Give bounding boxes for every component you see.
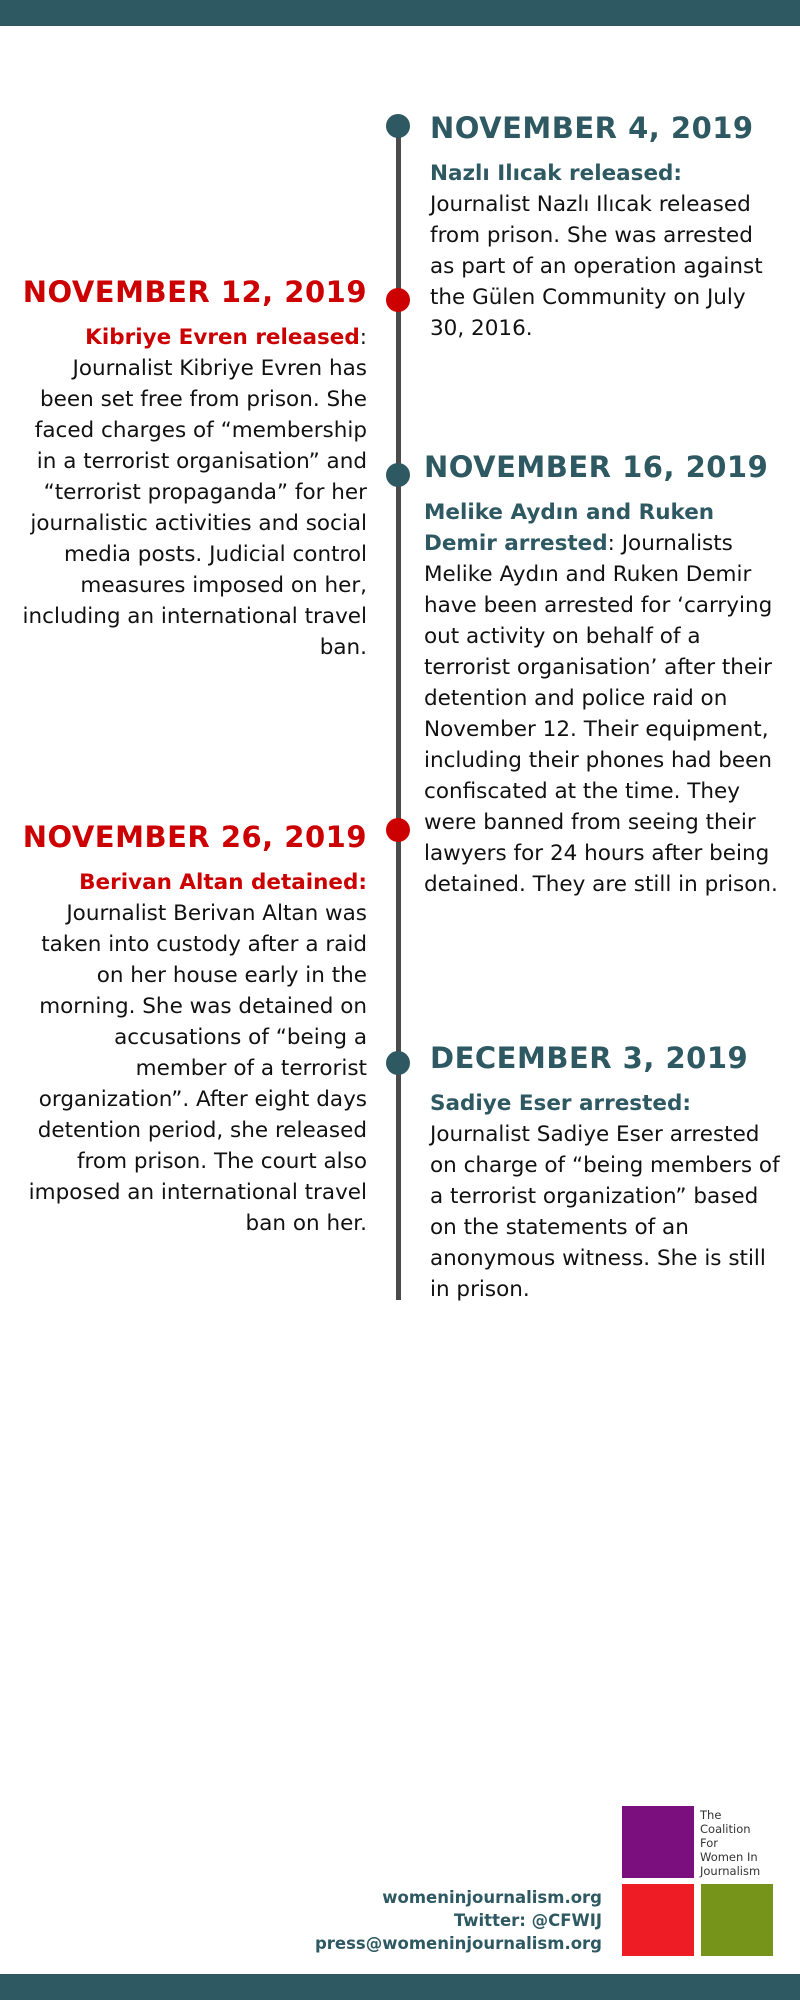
logo-line: Journalism <box>700 1864 761 1878</box>
cfwij-logo <box>622 1806 774 1956</box>
event-text: : Journalist Kibriye Evren has been set free from prison. She faced charges of “membership in a terrorist organisation” and “terrorist propaganda” for her journalistic activities and social media posts. Judicial control measures imposed on her, including an international travel ban. <box>22 325 367 660</box>
twitter-handle[interactable]: Twitter: @CFWIJ <box>453 1911 602 1930</box>
logo-purple-square <box>622 1806 694 1878</box>
logo-line: Coalition <box>700 1822 751 1836</box>
timeline-dot-nov-16 <box>386 463 410 487</box>
event-headline: Sadiye Eser arrested: <box>430 1091 691 1116</box>
event-date: NOVEMBER 26, 2019 <box>22 820 367 854</box>
event-headline: Melike Aydın and Ruken Demir arrested <box>424 500 715 556</box>
event-nov-12 <box>20 274 367 663</box>
event-nov-16 <box>424 449 780 900</box>
website-link[interactable]: womeninjournalism.org <box>382 1888 602 1907</box>
event-description <box>430 1088 780 1305</box>
timeline-dot-nov-4 <box>386 114 410 138</box>
event-text: Journalist Berivan Altan was taken into custody after a raid on her house early in the morning. She was detained on accusations of “being a member of a terrorist organization”. After eight days detention period, she released from prison. The court also imposed an international travel ban on her. <box>28 901 367 1236</box>
event-description <box>430 158 780 344</box>
logo-line: For <box>700 1836 718 1850</box>
event-description <box>424 497 780 900</box>
footer-contact <box>315 1886 602 1955</box>
event-date: NOVEMBER 4, 2019 <box>430 111 754 145</box>
email-link[interactable]: press@womeninjournalism.org <box>314 1934 602 1953</box>
timeline-dot-dec-3 <box>386 1051 410 1075</box>
event-date: NOVEMBER 16, 2019 <box>424 450 769 484</box>
event-text: Journalist Sadiye Eser arrested on charge of “being members of a terrorist organization” based on the statements of an anonymous witness. She is still in prison. <box>430 1122 780 1302</box>
timeline-dot-nov-26 <box>386 818 410 842</box>
top-bar <box>0 0 800 26</box>
logo-line: Women In <box>700 1850 758 1864</box>
event-headline: Nazlı Ilıcak released: <box>430 161 683 186</box>
logo-red-square <box>622 1884 694 1956</box>
logo-green-square <box>701 1884 773 1956</box>
event-text: Journalist Nazlı Ilıcak released from prison. She was arrested as part of an operation against the Gülen Community on July 30, 2016. <box>430 192 763 341</box>
event-headline: Kibriye Evren released <box>85 325 360 350</box>
event-dec-3 <box>430 1040 780 1305</box>
event-nov-26 <box>20 819 367 1239</box>
timeline-dot-nov-12 <box>386 288 410 312</box>
event-headline: Berivan Altan detained: <box>79 870 367 895</box>
event-description <box>20 322 367 663</box>
event-description <box>20 867 367 1239</box>
event-date: DECEMBER 3, 2019 <box>430 1041 749 1075</box>
event-date: NOVEMBER 12, 2019 <box>22 275 367 309</box>
bottom-bar <box>0 1974 800 2000</box>
logo-line: The <box>700 1808 722 1822</box>
event-text: : Journalists Melike Aydın and Ruken Demir have been arrested for ‘carrying out activity on behalf of a terrorist organisation’ after their detention and police raid on November 12. Their equipment, including their phones had been confiscated at the time. They were banned from seeing their lawyers for 24 hours after being detained. They are still in prison. <box>424 531 778 897</box>
event-nov-4 <box>430 110 780 344</box>
logo-wordmark <box>700 1808 760 1878</box>
